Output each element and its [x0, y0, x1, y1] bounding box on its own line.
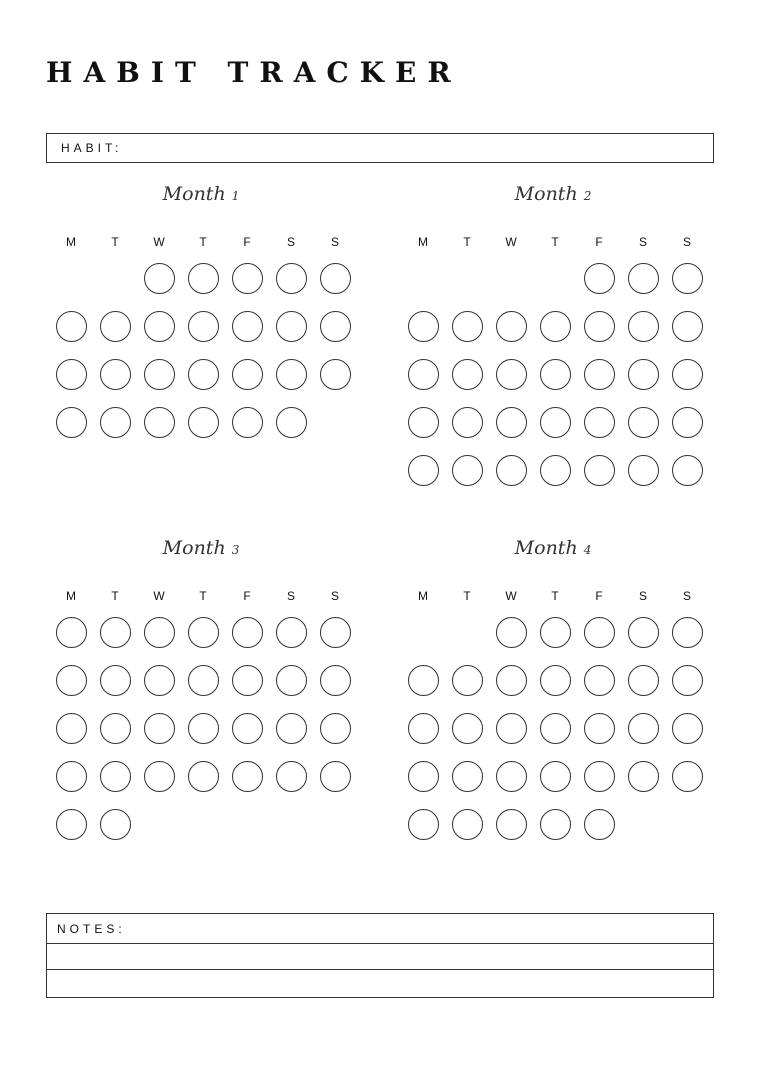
weekday-label: T [199, 235, 207, 249]
day-circle[interactable] [232, 617, 263, 648]
day-circle[interactable] [188, 713, 219, 744]
weekday-label: F [243, 589, 251, 603]
weekday-label: F [243, 235, 251, 249]
day-circle[interactable] [144, 407, 175, 438]
day-circle[interactable] [144, 665, 175, 696]
month-number: 3 [231, 543, 240, 557]
weekday-label: S [286, 589, 295, 603]
day-circle[interactable] [100, 665, 131, 696]
day-circle[interactable] [540, 617, 571, 648]
day-circle[interactable] [672, 359, 703, 390]
day-circle[interactable] [452, 455, 483, 486]
day-circle[interactable] [672, 311, 703, 342]
day-circle[interactable] [540, 761, 571, 792]
day-circle[interactable] [408, 455, 439, 486]
day-circle[interactable] [188, 665, 219, 696]
weekday-label: S [330, 235, 339, 249]
day-circle[interactable] [452, 809, 483, 840]
day-circle[interactable] [496, 713, 527, 744]
day-circle[interactable] [100, 617, 131, 648]
day-circle[interactable] [320, 713, 351, 744]
day-circle[interactable] [188, 359, 219, 390]
day-circle[interactable] [628, 263, 659, 294]
day-circle[interactable] [628, 761, 659, 792]
day-circle[interactable] [144, 263, 175, 294]
day-circle[interactable] [100, 359, 131, 390]
day-circle[interactable] [232, 407, 263, 438]
day-circle[interactable] [276, 761, 307, 792]
month-label: Month [162, 537, 226, 559]
day-circle[interactable] [320, 617, 351, 648]
month-4 [398, 537, 708, 857]
weekday-label: M [66, 235, 76, 249]
day-circle[interactable] [56, 359, 87, 390]
month-number: 1 [231, 189, 240, 203]
notes-line [47, 969, 713, 970]
day-circle[interactable] [56, 713, 87, 744]
day-circle[interactable] [540, 809, 571, 840]
day-circle[interactable] [584, 359, 615, 390]
day-circle[interactable] [100, 761, 131, 792]
day-circle[interactable] [452, 665, 483, 696]
month-title [398, 537, 708, 559]
weekday-label: M [418, 589, 428, 603]
weekday-label: M [66, 589, 76, 603]
day-circle[interactable] [408, 713, 439, 744]
day-circle[interactable] [672, 713, 703, 744]
habit-label: HABIT: [61, 141, 123, 155]
weekday-label: W [505, 235, 517, 249]
day-circle[interactable] [100, 407, 131, 438]
day-circle[interactable] [584, 809, 615, 840]
weekday-label: T [551, 235, 559, 249]
day-circle[interactable] [320, 263, 351, 294]
day-circle[interactable] [144, 359, 175, 390]
day-circle[interactable] [276, 263, 307, 294]
day-circle[interactable] [628, 713, 659, 744]
day-circle[interactable] [452, 761, 483, 792]
day-circle[interactable] [188, 263, 219, 294]
weekday-label: T [111, 589, 119, 603]
day-circle[interactable] [452, 359, 483, 390]
day-circle[interactable] [408, 761, 439, 792]
day-circle[interactable] [584, 713, 615, 744]
weekday-label: W [505, 589, 517, 603]
day-circle[interactable] [56, 665, 87, 696]
day-circle[interactable] [232, 761, 263, 792]
weekday-label: T [551, 589, 559, 603]
day-circle[interactable] [276, 311, 307, 342]
day-circle[interactable] [56, 809, 87, 840]
day-circle[interactable] [672, 761, 703, 792]
month-label: Month [514, 183, 578, 205]
day-circle[interactable] [584, 665, 615, 696]
weekday-label: T [111, 235, 119, 249]
day-circle[interactable] [276, 617, 307, 648]
day-circle[interactable] [496, 455, 527, 486]
day-circle[interactable] [188, 761, 219, 792]
day-circle[interactable] [496, 359, 527, 390]
day-circle[interactable] [540, 359, 571, 390]
day-circle[interactable] [188, 407, 219, 438]
day-circle[interactable] [408, 311, 439, 342]
day-circle[interactable] [496, 809, 527, 840]
day-circle[interactable] [584, 761, 615, 792]
day-circle[interactable] [628, 407, 659, 438]
day-circle[interactable] [232, 713, 263, 744]
weekday-label: F [595, 589, 603, 603]
day-circle[interactable] [56, 761, 87, 792]
weekday-label: S [638, 589, 647, 603]
day-circle[interactable] [584, 617, 615, 648]
weekday-label: S [682, 589, 691, 603]
day-circle[interactable] [276, 359, 307, 390]
day-circle[interactable] [452, 311, 483, 342]
day-circle[interactable] [320, 761, 351, 792]
day-circle[interactable] [540, 455, 571, 486]
day-circle[interactable] [100, 713, 131, 744]
day-circle[interactable] [320, 311, 351, 342]
weekday-label: T [463, 235, 471, 249]
day-circle[interactable] [584, 455, 615, 486]
day-circle[interactable] [232, 263, 263, 294]
notes-label: NOTES: [57, 922, 126, 936]
day-circle[interactable] [540, 407, 571, 438]
month-title [46, 537, 356, 559]
day-circle[interactable] [628, 311, 659, 342]
day-circle[interactable] [232, 665, 263, 696]
month-3 [46, 537, 356, 857]
day-circle[interactable] [56, 617, 87, 648]
month-1 [46, 183, 356, 503]
day-circle[interactable] [628, 617, 659, 648]
weekday-label: S [286, 235, 295, 249]
month-label: Month [162, 183, 226, 205]
day-circle[interactable] [672, 407, 703, 438]
day-circle[interactable] [628, 359, 659, 390]
day-circle[interactable] [452, 407, 483, 438]
day-circle[interactable] [276, 407, 307, 438]
month-number: 4 [583, 543, 592, 557]
weekday-label: S [638, 235, 647, 249]
page-title: HABIT TRACKER [46, 56, 462, 89]
day-circle[interactable] [232, 359, 263, 390]
weekday-label: T [463, 589, 471, 603]
day-circle[interactable] [540, 665, 571, 696]
weekday-label: W [153, 235, 165, 249]
day-circle[interactable] [232, 311, 263, 342]
day-circle[interactable] [628, 455, 659, 486]
day-circle[interactable] [584, 311, 615, 342]
day-circle[interactable] [408, 407, 439, 438]
day-circle[interactable] [320, 665, 351, 696]
weekday-label: S [682, 235, 691, 249]
day-circle[interactable] [144, 311, 175, 342]
day-circle[interactable] [540, 713, 571, 744]
habit-field[interactable] [46, 133, 714, 163]
day-circle[interactable] [100, 311, 131, 342]
day-circle[interactable] [100, 809, 131, 840]
day-circle[interactable] [496, 617, 527, 648]
day-circle[interactable] [188, 311, 219, 342]
day-circle[interactable] [144, 761, 175, 792]
day-circle[interactable] [628, 665, 659, 696]
month-label: Month [514, 537, 578, 559]
day-circle[interactable] [144, 713, 175, 744]
day-circle[interactable] [188, 617, 219, 648]
day-circle[interactable] [496, 311, 527, 342]
day-circle[interactable] [452, 713, 483, 744]
day-circle[interactable] [276, 665, 307, 696]
month-title [398, 183, 708, 205]
day-circle[interactable] [496, 761, 527, 792]
day-circle[interactable] [408, 809, 439, 840]
weekday-label: F [595, 235, 603, 249]
weekday-label: S [330, 589, 339, 603]
day-circle[interactable] [144, 617, 175, 648]
day-circle[interactable] [496, 665, 527, 696]
day-circle[interactable] [672, 455, 703, 486]
notes-line [47, 943, 713, 944]
day-circle[interactable] [56, 311, 87, 342]
weekday-label: W [153, 589, 165, 603]
weekday-label: M [418, 235, 428, 249]
day-circle[interactable] [56, 407, 87, 438]
day-circle[interactable] [276, 713, 307, 744]
month-2 [398, 183, 708, 503]
notes-section[interactable] [46, 913, 714, 998]
month-title [46, 183, 356, 205]
day-circle[interactable] [320, 359, 351, 390]
weekday-label: T [199, 589, 207, 603]
day-circle[interactable] [408, 665, 439, 696]
day-circle[interactable] [672, 665, 703, 696]
day-circle[interactable] [672, 617, 703, 648]
month-number: 2 [583, 189, 592, 203]
day-circle[interactable] [496, 407, 527, 438]
day-circle[interactable] [672, 263, 703, 294]
day-circle[interactable] [584, 263, 615, 294]
day-circle[interactable] [540, 311, 571, 342]
day-circle[interactable] [408, 359, 439, 390]
day-circle[interactable] [584, 407, 615, 438]
